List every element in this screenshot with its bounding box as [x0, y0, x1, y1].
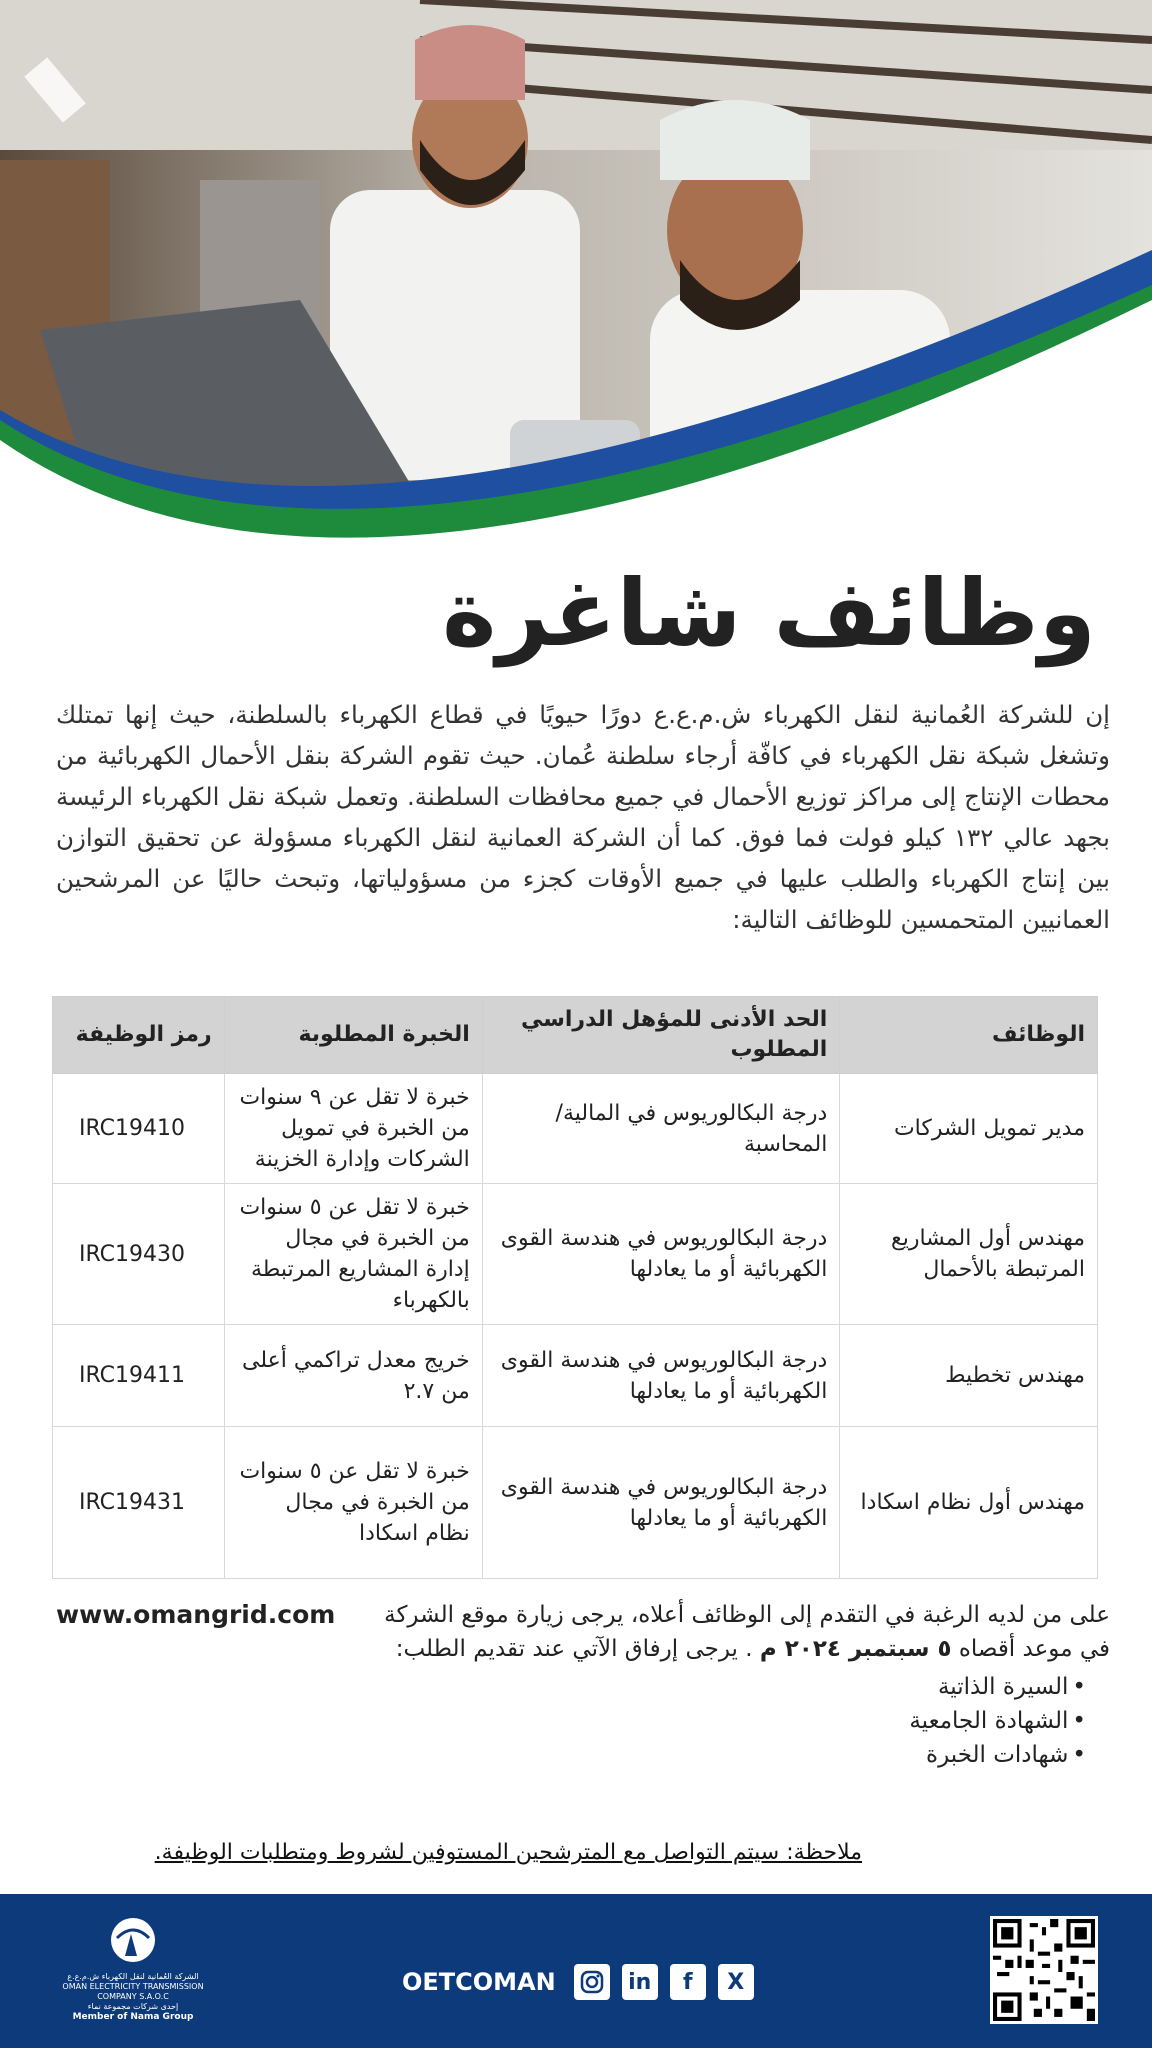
footer-bar: [0, 1894, 1152, 2048]
job-qualification: درجة البكالوريوس في هندسة القوى الكهربائية أو ما يعادلها: [482, 1184, 840, 1325]
social-links: [402, 1964, 754, 2000]
office-photo-illustration: [0, 0, 1152, 560]
job-qualification: درجة البكالوريوس في هندسة القوى الكهربائية أو ما يعادلها: [482, 1325, 840, 1427]
oetc-logo-icon: [101, 1916, 165, 1968]
qr-code-icon: [993, 1919, 1095, 2021]
job-experience: خريج معدل تراكمي أعلى من ٢.٧: [224, 1325, 482, 1427]
job-title: مهندس أول نظام اسكادا: [840, 1427, 1098, 1579]
facebook-icon[interactable]: f: [670, 1964, 706, 2000]
website-link[interactable]: www.omangrid.com: [56, 1600, 336, 1629]
job-title: مهندس تخطيط: [840, 1325, 1098, 1427]
job-experience: خبرة لا تقل عن ٥ سنوات من الخبرة في مجال إدارة المشاريع المرتبطة بالكهرباء: [224, 1184, 482, 1325]
x-icon[interactable]: X: [718, 1964, 754, 2000]
job-title: مهندس أول المشاريع المرتبطة بالأحمال: [840, 1184, 1098, 1325]
deadline-suffix: . يرجى إرفاق الآتي عند تقديم الطلب:: [395, 1636, 753, 1662]
list-item: • الشهادة الجامعية: [56, 1704, 1086, 1738]
social-handle: OETCOMAN: [402, 1968, 556, 1996]
job-code: IRC19410: [53, 1074, 225, 1184]
instagram-icon[interactable]: [574, 1964, 610, 2000]
list-item: • شهادات الخبرة: [56, 1738, 1086, 1772]
list-item: • السيرة الذاتية: [56, 1670, 1086, 1704]
job-code: IRC19431: [53, 1427, 225, 1579]
job-code: IRC19411: [53, 1325, 225, 1427]
table-row: [53, 1325, 1098, 1427]
logo-text-ar: الشركة العُمانية لنقل الكهرباء ش.م.ع.ع: [67, 1972, 199, 1981]
header-experience: الخبرة المطلوبة: [224, 997, 482, 1074]
page-title: وظائف شاغرة: [442, 560, 1096, 667]
linkedin-icon[interactable]: in: [622, 1964, 658, 2000]
table-row: [53, 1184, 1098, 1325]
application-instructions: [56, 1598, 1110, 1772]
table-row: [53, 1427, 1098, 1579]
note-text: ملاحظة: سيتم التواصل مع المترشحين المستوفين لشروط ومتطلبات الوظيفة.: [154, 1840, 862, 1865]
table-header-row: [53, 997, 1098, 1074]
group-text-en: Member of Nama Group: [72, 2012, 194, 2022]
hero-photo: [0, 0, 1152, 560]
jobs-table: [52, 996, 1098, 1579]
intro-paragraph: إن للشركة العُمانية لنقل الكهرباء ش.م.ع.ع دورًا حيويًا في قطاع الكهرباء بالسلطنة، حيث إنها تمتلك وتشغل شبكة نقل الكهرباء في كافّة أرجاء سلطنة عُمان. حيث تقوم الشركة بنقل الأحمال الكهربائية من محطات الإنتاج إلى مراكز توزيع الأحمال في جميع محافظات السلطنة. وتعمل شبكة نقل الكهرباء الرئيسة بجهد عالي ١٣٢ كيلو فولت فما فوق. كما أن الشركة العمانية لنقل الكهرباء مسؤولة عن تحقيق التوازن بين إنتاج الكهرباء والطلب عليها في جميع الأوقات كجزء من مسؤولياتها، وتبحث حاليًا عن المرشحين العمانيين المتحمسين للوظائف التالية:: [56, 700, 1110, 934]
deadline-date: ٥ سبتمبر ٢٠٢٤ م: [759, 1636, 952, 1662]
header-qualification: الحد الأدنى للمؤهل الدراسي المطلوب: [482, 997, 840, 1074]
logo-text-en: OMAN ELECTRICITY TRANSMISSION COMPANY S.A.O.C: [62, 1982, 204, 2001]
header-code: رمز الوظيفة: [53, 997, 225, 1074]
group-text-ar: إحدى شركات مجموعة نماء: [87, 2002, 179, 2011]
job-qualification: درجة البكالوريوس في المالية/ المحاسبة: [482, 1074, 840, 1184]
company-logo: [58, 1916, 208, 2028]
documents-list: [56, 1670, 1086, 1772]
job-experience: خبرة لا تقل عن ٩ سنوات من الخبرة في تمويل الشركات وإدارة الخزينة: [224, 1074, 482, 1184]
header-job: الوظائف: [840, 997, 1098, 1074]
table-row: [53, 1074, 1098, 1184]
job-experience: خبرة لا تقل عن ٥ سنوات من الخبرة في مجال نظام اسكادا: [224, 1427, 482, 1579]
job-code: IRC19430: [53, 1184, 225, 1325]
job-title: مدير تمويل الشركات: [840, 1074, 1098, 1184]
deadline-prefix: في موعد أقصاه: [958, 1636, 1110, 1662]
qr-code[interactable]: [990, 1916, 1098, 2024]
job-qualification: درجة البكالوريوس في هندسة القوى الكهربائية أو ما يعادلها: [482, 1427, 840, 1579]
apply-text: على من لديه الرغبة في التقدم إلى الوظائف أعلاه، يرجى زيارة موقع الشركة: [384, 1602, 1110, 1628]
